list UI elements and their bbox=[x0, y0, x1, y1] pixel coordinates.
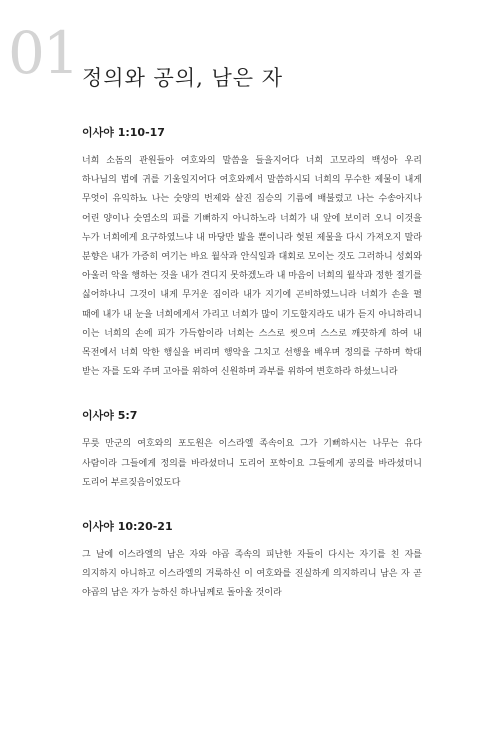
scripture-section bbox=[82, 124, 422, 382]
chapter-title: 정의와 공의, 남은 자 bbox=[82, 66, 283, 90]
scripture-text: 그 날에 이스라엘의 남은 자와 야곱 족속의 피난한 자들이 다시는 자기를 친 자를 의지하지 아니하고 이스라엘의 거룩하신 이 여호와를 진실하게 의지하리니 남은 자 곧 야곱의 남은 자가 능하신 하나님께로 돌아올 것이라 bbox=[82, 550, 422, 599]
scripture-text: 무릇 만군의 여호와의 포도원은 이스라엘 족속이요 그가 기뻐하시는 나무는 유다 사람이라 그들에게 정의를 바라셨더니 도리어 포학이요 그들에게 공의를 바라셨더니 도리어 부르짖음이었도다 bbox=[82, 439, 422, 488]
scripture-reference: 이사야 1:10-17 bbox=[82, 126, 165, 139]
scripture-content bbox=[82, 124, 422, 629]
scripture-section bbox=[82, 407, 422, 493]
scripture-reference: 이사야 5:7 bbox=[82, 409, 138, 423]
scripture-text: 너희 소돔의 관원들아 여호와의 말씀을 들을지어다 너희 고모라의 백성아 우리 하나님의 법에 귀를 기울일지어다 여호와께서 말씀하시되 너희의 무수한 제물이 내게 무엇이 유익하뇨 나는 숫양의 번제와 살진 짐승의 기름에 배불렀고 나는 수송아지나 어린 양이나 숫염소의 피를 기뻐하지 아니하노라 너희가 내 앞에 보이러 오니 이것을 누가 너희에게 요구하였느냐 내 마당만 밟을 뿐이니라 헛된 제물을 다시 가져오지 말라 분향은 내가 가증히 여기는 바요 월삭과 안식일과 대회로 모이는 것도 그러하니 성회와 아울러 악을 행하는 것을 내가 견디지 못하겠노라 내 마음이 너희의 월삭과 정한 절기를 싫어하나니 그것이 내게 무거운 짐이라 내가 지기에 곤비하였느니라 너희가 손을 펼 때에 내가 내 눈을 너희에게서 가리고 너희가 많이 기도할지라도 내가 듣지 아니하리니 이는 너희의 손에 피가 가득함이라 너희는 스스로 씻으며 스스로 깨끗하게 하여 내 목전에서 너희 악한 행실을 버리며 행악을 그치고 선행을 배우며 정의를 구하며 학대 받는 자를 도와 주며 고아를 위하여 신원하며 과부를 위하여 변호하라 하셨느니라 bbox=[82, 156, 422, 378]
scripture-reference: 이사야 10:20-21 bbox=[82, 520, 173, 534]
chapter-number: 01 bbox=[8, 19, 78, 87]
scripture-section bbox=[82, 518, 422, 604]
